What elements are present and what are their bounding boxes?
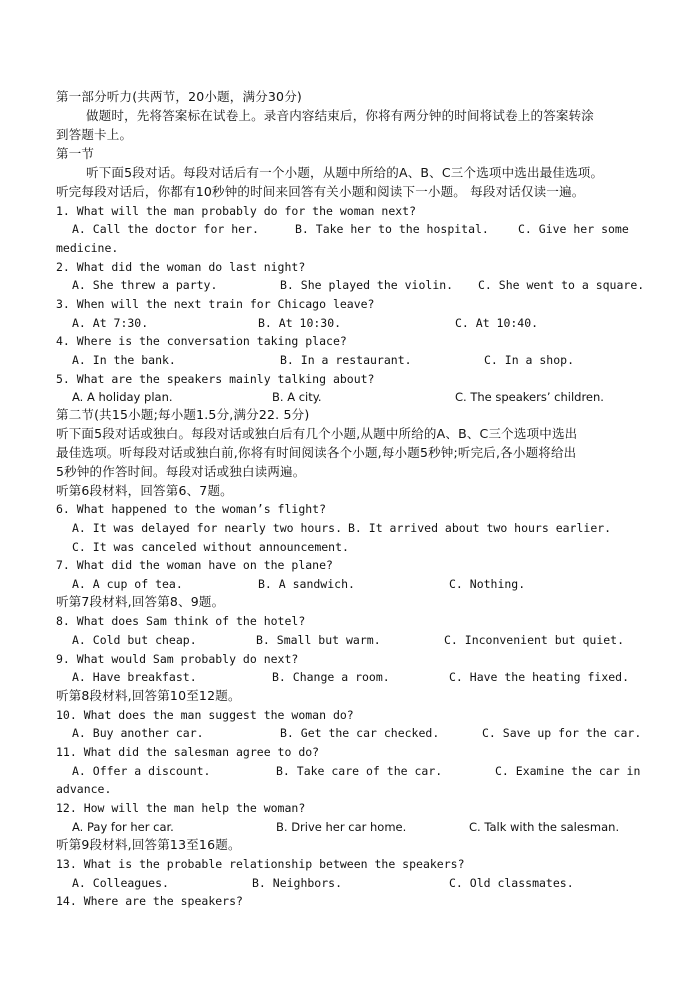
question-12-stem: 12. How will the man help the woman? (56, 801, 306, 815)
question-4-option-a: A. In the bank. (72, 353, 176, 367)
material-7-label: 听第7段材料,回答第8、9题。 (56, 594, 225, 609)
material-8-label: 听第8段材料,回答第10至12题。 (56, 688, 241, 703)
part1-instruction: 做题时，先将答案标在试卷上。录音内容结束后，你将有两分钟的时间将试卷上的答案转涂 (86, 108, 595, 123)
question-6-option-c: C. It was canceled without announcement. (72, 540, 349, 554)
question-1-option-b: B. Take her to the hospital. (295, 222, 489, 236)
question-3-option-b: B. At 10:30. (258, 316, 342, 330)
section1-heading: 第一节 (56, 146, 95, 161)
question-8-option-b: B. Small but warm. (256, 633, 381, 647)
question-3-option-a: A. At 7:30. (72, 316, 149, 330)
part1-instruction-cont: 到答题卡上。 (56, 127, 133, 142)
question-2-stem: 2. What did the woman do last night? (56, 260, 306, 274)
question-3-option-c: C. At 10:40. (455, 316, 539, 330)
question-9-stem: 9. What would Sam probably do next? (56, 652, 299, 666)
question-2-option-c: C. She went to a square. (478, 278, 645, 292)
question-10-option-b: B. Get the car checked. (280, 726, 440, 740)
question-8-option-c: C. Inconvenient but quiet. (444, 633, 625, 647)
question-6-option-b: B. It arrived about two hours earlier. (348, 521, 612, 535)
question-12-option-b: B. Drive her car home. (276, 820, 407, 834)
question-5-option-b: B. A city. (272, 390, 322, 404)
question-11-stem: 11. What did the salesman agree to do? (56, 745, 320, 759)
material-9-label: 听第9段材料,回答第13至16题。 (56, 837, 241, 852)
question-11-option-c-cont: advance. (56, 782, 112, 796)
question-5-option-a: A. A holiday plan. (72, 390, 173, 404)
question-13-option-c: C. Old classmates. (449, 876, 574, 890)
question-7-option-a: A. A cup of tea. (72, 577, 183, 591)
section2-instruction: 听下面5段对话或独白。每段对话或独白后有几个小题,从题中所给的A、B、C三个选项中选出 (56, 426, 578, 441)
question-11-option-a: A. Offer a discount. (72, 764, 211, 778)
question-13-stem: 13. What is the probable relationship between the speakers? (56, 857, 465, 871)
question-8-option-a: A. Cold but cheap. (72, 633, 197, 647)
question-9-option-b: B. Change a room. (272, 670, 390, 684)
section1-instruction-cont: 听完每段对话后，你都有10秒钟的时间来回答有关小题和阅读下一小题。 每段对话仅读一遍。 (56, 184, 585, 199)
question-4-option-b: B. In a restaurant. (280, 353, 412, 367)
question-2-option-a: A. She threw a party. (72, 278, 218, 292)
question-4-stem: 4. Where is the conversation taking place? (56, 334, 347, 348)
question-9-option-c: C. Have the heating fixed. (449, 670, 630, 684)
question-10-stem: 10. What does the man suggest the woman do? (56, 708, 354, 722)
question-1-option-a: A. Call the doctor for her. (72, 222, 259, 236)
part1-heading: 第一部分听力(共两节，20小题，满分30分) (56, 89, 302, 104)
question-3-stem: 3. When will the next train for Chicago leave? (56, 297, 375, 311)
question-2-option-b: B. She played the violin. (280, 278, 454, 292)
question-7-option-b: B. A sandwich. (258, 577, 355, 591)
question-1-stem: 1. What will the man probably do for the woman next? (56, 204, 417, 218)
question-5-option-c: C. The speakers’ children. (455, 390, 604, 404)
question-1-option-c-cont: medicine. (56, 241, 119, 255)
question-8-stem: 8. What does Sam think of the hotel? (56, 614, 306, 628)
section1-instruction: 听下面5段对话。每段对话后有一个小题，从题中所给的A、B、C三个选项中选出最佳选项。 (86, 165, 604, 180)
question-1-option-c: C. Give her some (518, 222, 629, 236)
question-10-option-a: A. Buy another car. (72, 726, 204, 740)
question-9-option-a: A. Have breakfast. (72, 670, 197, 684)
section2-instruction-cont-1: 最佳选项。听每段对话或独白前,你将有时间阅读各个小题,每小题5秒钟;听完后,各小题将给出 (56, 445, 577, 460)
question-10-option-c: C. Save up for the car. (482, 726, 642, 740)
material-6-label: 听第6段材料，回答第6、7题。 (56, 483, 233, 498)
question-7-stem: 7. What did the woman have on the plane? (56, 558, 333, 572)
section2-instruction-cont-2: 5秒钟的作答时间。每段对话或独白读两遍。 (56, 464, 306, 479)
question-6-option-a: A. It was delayed for nearly two hours. (72, 521, 343, 535)
question-6-stem: 6. What happened to the woman’s flight? (56, 502, 327, 516)
question-13-option-a: A. Colleagues. (72, 876, 169, 890)
question-5-stem: 5. What are the speakers mainly talking about? (56, 372, 375, 386)
question-7-option-c: C. Nothing. (449, 577, 526, 591)
question-14-stem: 14. Where are the speakers? (56, 894, 243, 908)
question-13-option-b: B. Neighbors. (252, 876, 343, 890)
question-11-option-b: B. Take care of the car. (276, 764, 443, 778)
question-11-option-c: C. Examine the car in (495, 764, 641, 778)
question-4-option-c: C. In a shop. (484, 353, 575, 367)
question-12-option-c: C. Talk with the salesman. (469, 820, 620, 834)
question-12-option-a: A. Pay for her car. (72, 820, 174, 834)
section2-heading: 第二节(共15小题;每小题1.5分,满分22. 5分) (56, 407, 310, 422)
